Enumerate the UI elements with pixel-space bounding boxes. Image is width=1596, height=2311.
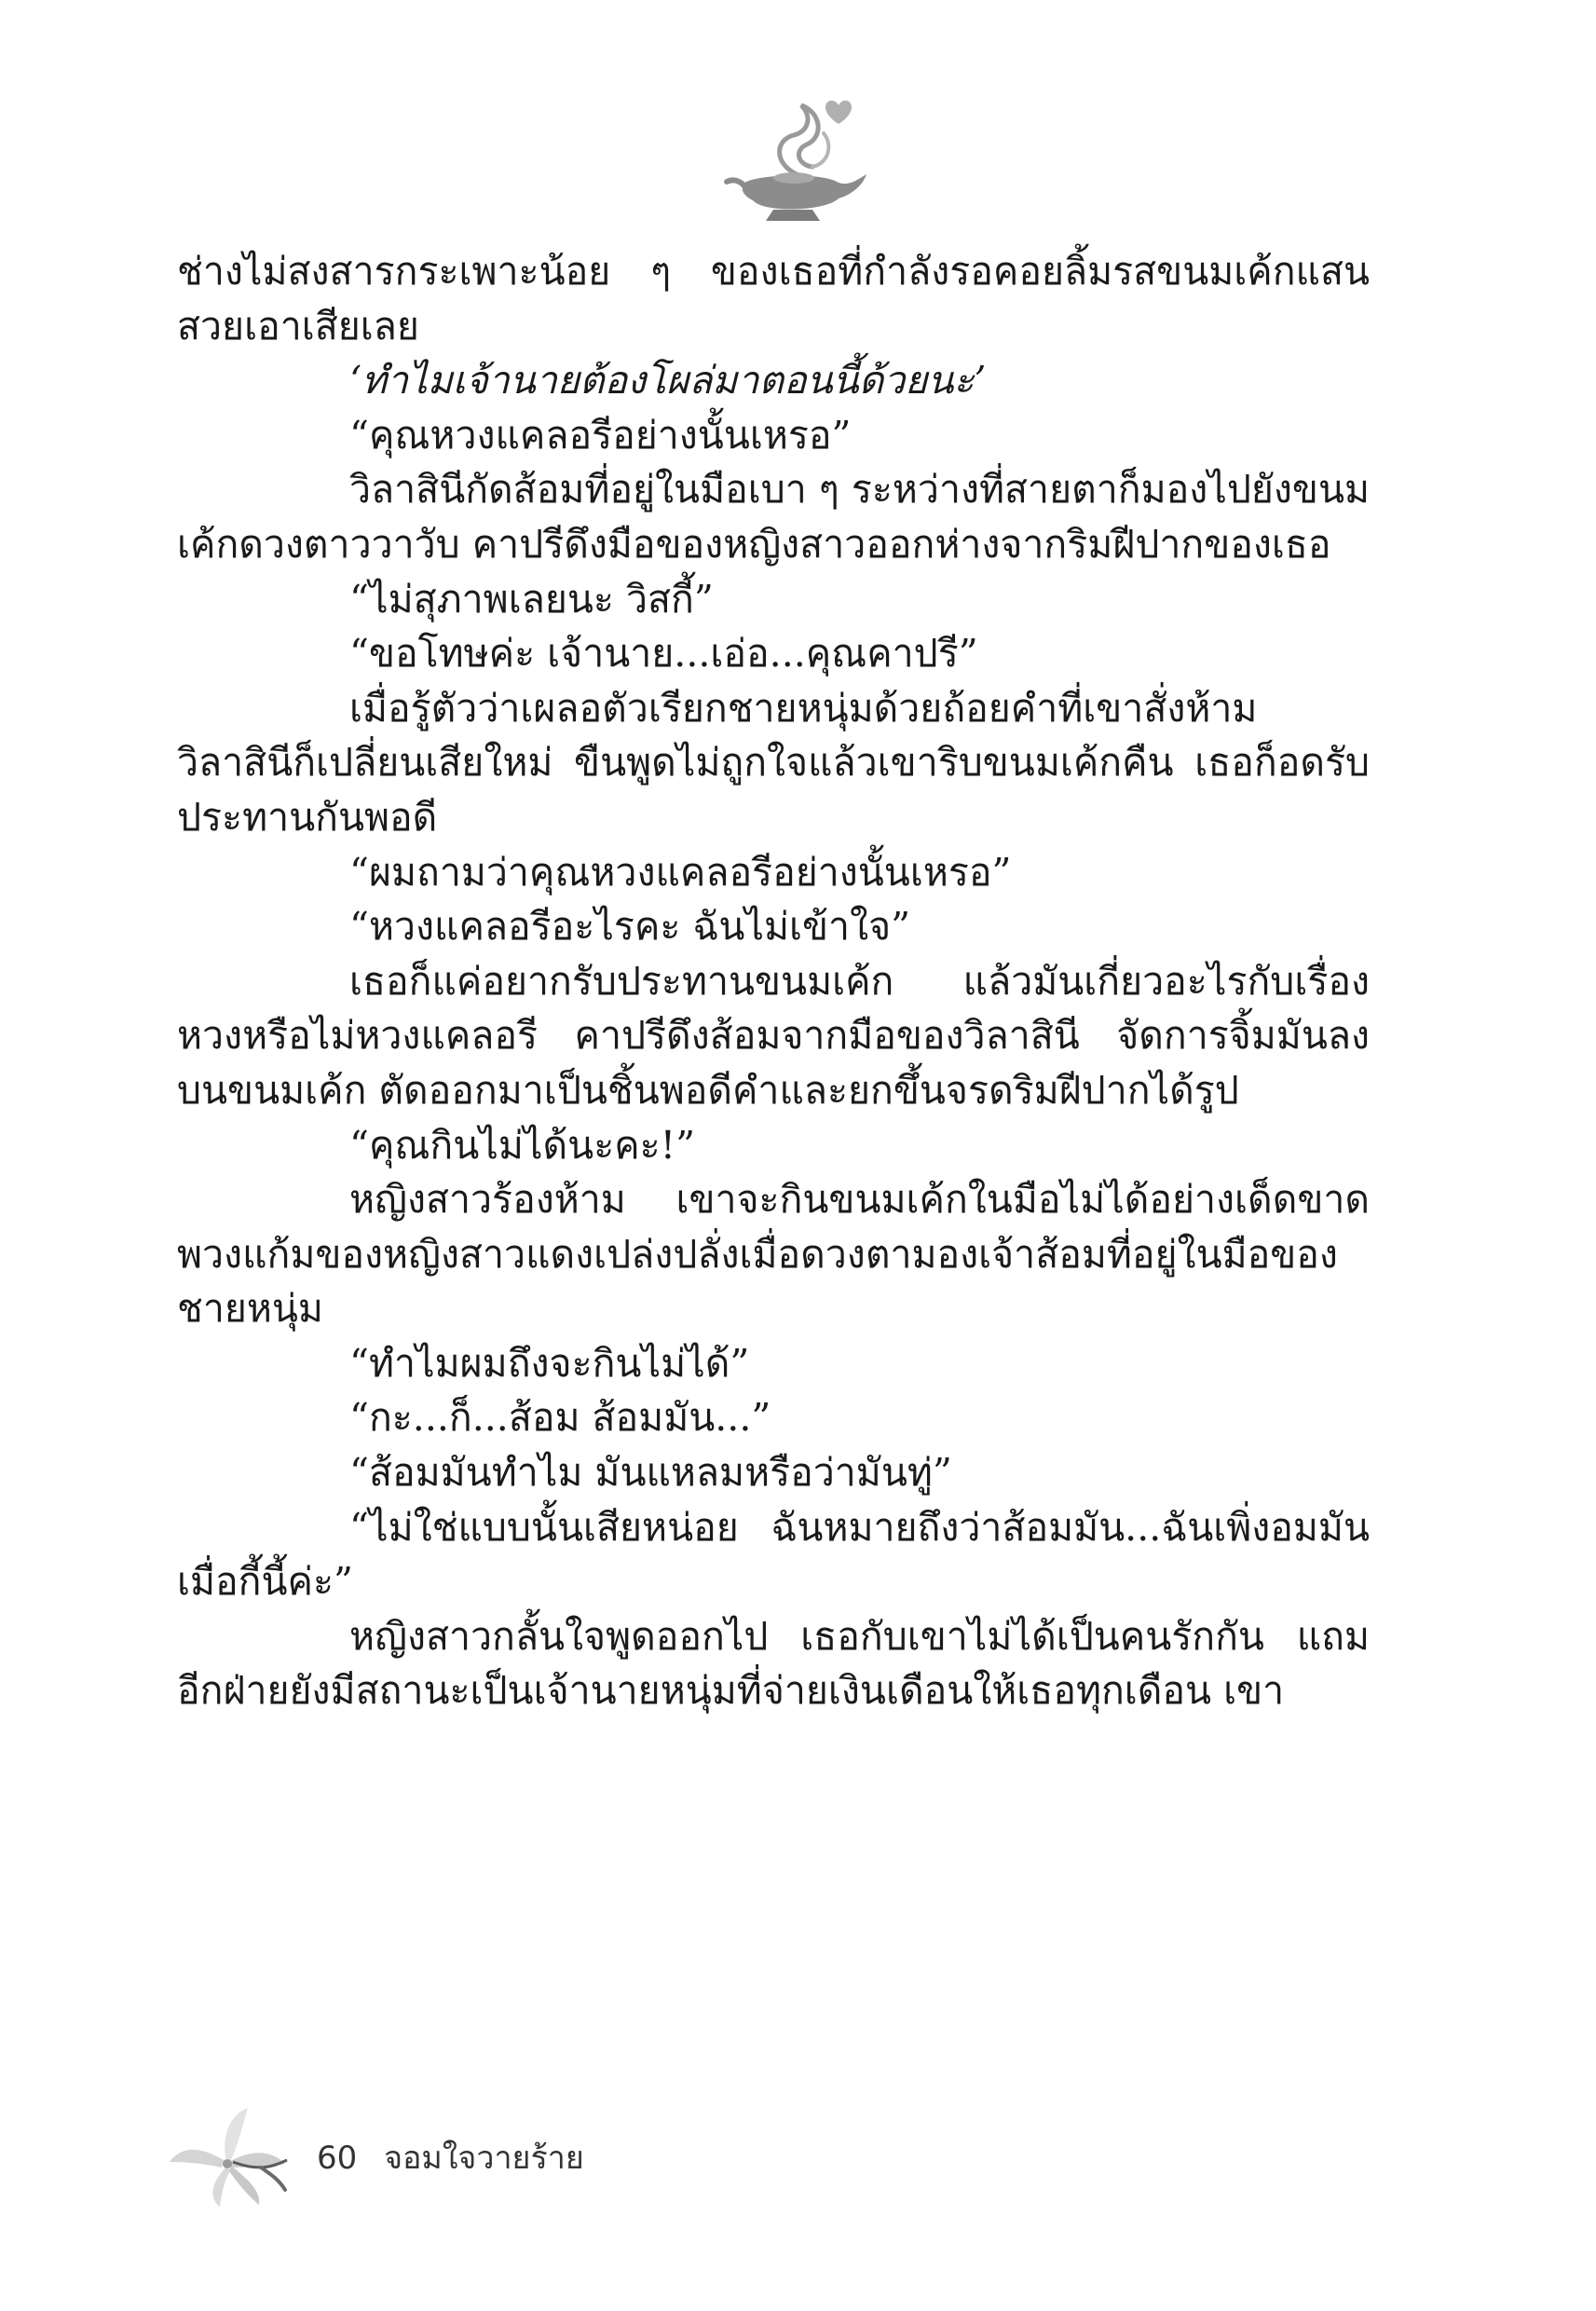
lamp-with-genie-icon [708, 89, 876, 228]
paragraph: “ทำไมผมถึงจะกินไม่ได้” [349, 1340, 750, 1386]
paragraph: หญิงสาวร้องห้าม เขาจะกินขนมเค้กในมือไม่ได้อย่างเด็ดขาด พวงแก้มของหญิงสาวแดงเปล่งปลั่งเมื่อดวงตามองเจ้าส้อมที่อยู่ในมือของชายหนุ่ม [177, 1177, 1370, 1332]
paragraph: “ไม่สุภาพเลยนะ วิสกี้” [349, 576, 714, 622]
body-text [177, 244, 1370, 1718]
paragraph: “ผมถามว่าคุณหวงแคลอรีอย่างนั้นเหรอ” [349, 849, 1012, 895]
paragraph: เธอก็แค่อยากรับประทานขนมเค้ก แล้วมันเกี่ยวอะไรกับเรื่องหวงหรือไม่หวงแคลอรี คาปรีดึงส้อมจากมือของวิลาสินี จัดการจิ้มมันลงบนขนมเค้ก ตัดออกมาเป็นชิ้นพอดีคำและยกขึ้นจรดริมฝีปากได้รูป [177, 958, 1370, 1113]
paragraph: “หวงแคลอรีอะไรคะ ฉันไม่เข้าใจ” [349, 904, 911, 950]
book-title: จอมใจวายร้าย [384, 2140, 584, 2177]
paragraph: “ขอโทษค่ะ เจ้านาย...เอ่อ...คุณคาปรี” [349, 631, 978, 677]
paragraph-italic-thought: ‘ทำไมเจ้านายต้องโผล่มาตอนนี้ด้วยนะ’ [349, 358, 987, 403]
paragraph: “ส้อมมันทำไม มันแหลมหรือว่ามันทู่” [349, 1450, 952, 1496]
paragraph: “กะ...ก็...ส้อม ส้อมมัน...” [349, 1395, 771, 1441]
page-number: 60 [317, 2140, 358, 2177]
page-footer [168, 2106, 820, 2208]
lily-flower-icon [168, 2106, 289, 2208]
paragraph: วิลาสินีกัดส้อมที่อยู่ในมือเบา ๆ ระหว่างที่สายตาก็มองไปยังขนมเค้กดวงตาววาวับ คาปรีดึงมือของหญิงสาวออกห่างจากริมฝีปากของเธอ [177, 467, 1371, 567]
paragraph: “คุณกินไม่ได้นะคะ!” [349, 1122, 696, 1168]
paragraph: หญิงสาวกลั้นใจพูดออกไป เธอกับเขาไม่ได้เป็นคนรักกัน แถมอีกฝ่ายยังมีสถานะเป็นเจ้านายหนุ่มที่จ่ายเงินเดือนให้เธอทุกเดือน เขา [177, 1613, 1370, 1714]
paragraph: ช่างไม่สงสารกระเพาะน้อย ๆ ของเธอที่กำลังรอคอยลิ้มรสขนมเค้กแสนสวยเอาเสียเลย [177, 249, 1370, 349]
footer-text [317, 2132, 601, 2182]
paragraph: เมื่อรู้ตัวว่าเผลอตัวเรียกชายหนุ่มด้วยถ้อยคำที่เขาสั่งห้าม วิลาสินีก็เปลี่ยนเสียใหม่ ขืนพูดไม่ถูกใจแล้วเขาริบขนมเค้กคืน เธอก็อดรับประทานกันพอดี [177, 685, 1370, 840]
paragraph: “ไม่ใช่แบบนั้นเสียหน่อย ฉันหมายถึงว่าส้อมมัน...ฉันเพิ่งอมมันเมื่อกี้นี้ค่ะ” [177, 1504, 1370, 1605]
paragraph: “คุณหวงแคลอรีอย่างนั้นเหรอ” [349, 412, 852, 458]
